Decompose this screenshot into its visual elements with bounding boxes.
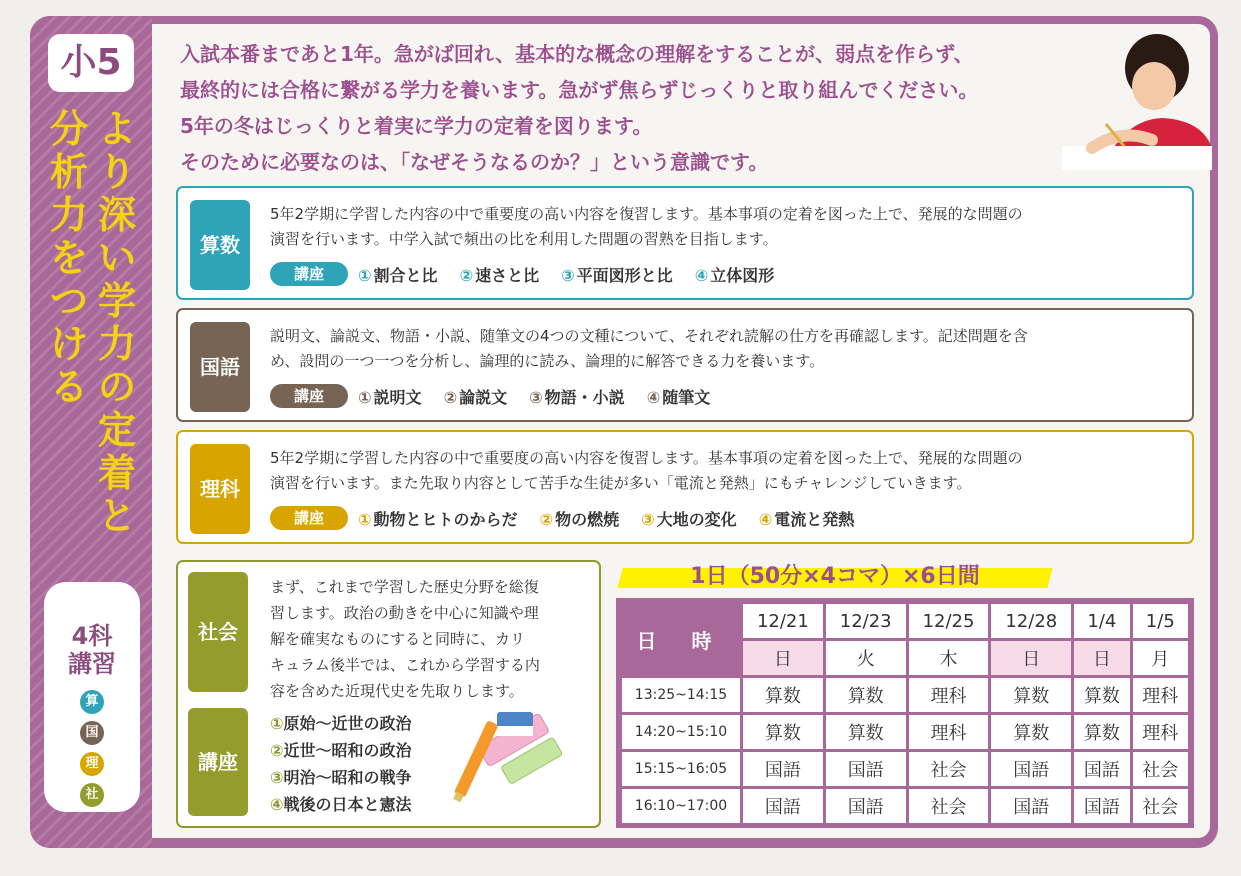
schedule-title (620, 562, 1050, 592)
stationery-illustration (452, 708, 592, 820)
time-cell: 13:25~14:15 (622, 678, 740, 712)
course-item (270, 737, 412, 764)
course-label: 近世～昭和の政治 (283, 741, 412, 760)
course-item (460, 263, 540, 286)
subject-cell: 理科 (909, 678, 989, 712)
course-pill: 講座 (270, 506, 348, 530)
desc-line: 5年2学期に学習した内容の中で重要度の高い内容を復習します。基本事項の定着を図った上で、発展的な問題の (270, 449, 1023, 467)
social-courses (270, 710, 412, 818)
subject-cell: 社会 (1133, 752, 1188, 786)
date-cell: 1/5 (1133, 604, 1188, 638)
intro-line: 最終的には合格に繋がる学力を養います。急がず焦らずじっくりと取り組んでください。 (180, 78, 979, 102)
weekday-cell: 木 (909, 641, 989, 675)
table-row (622, 678, 1188, 712)
time-cell: 15:15~16:05 (622, 752, 740, 786)
subject-cell: 算数 (743, 678, 823, 712)
math-section (176, 186, 1194, 300)
subject-cell: 国語 (743, 752, 823, 786)
course-number: ② (443, 387, 458, 407)
vertical-title-col1: より深い学力の定着と (97, 107, 136, 538)
course-item (270, 764, 412, 791)
japanese-description (270, 324, 1182, 374)
table-row (622, 752, 1188, 786)
course-number: ① (270, 714, 284, 733)
course-item (759, 507, 855, 530)
desc-line: 習します。政治の動きを中心に知識や理 (270, 604, 539, 622)
course-number: ③ (561, 265, 575, 285)
subject-cell: 国語 (1074, 789, 1129, 823)
japanese-tag: 国語 (190, 322, 250, 412)
subject-cell: 社会 (909, 752, 989, 786)
course-number: ② (270, 741, 284, 760)
date-cell: 12/21 (743, 604, 823, 638)
social-courses-tag: 講座 (188, 708, 248, 816)
subject-cell: 算数 (991, 715, 1071, 749)
course-item (641, 507, 737, 530)
desc-line: 容を含めた近現代史を先取りします。 (270, 682, 524, 700)
dot-math: 算 (80, 690, 104, 714)
math-description (270, 202, 1182, 252)
subject-cell: 国語 (991, 789, 1071, 823)
course-label: 速さと比 (475, 265, 540, 285)
desc-line: キュラム後半では、これから学習する内 (270, 656, 540, 674)
course-number: ③ (641, 509, 655, 529)
desc-line: 説明文、論説文、物語・小説、随筆文の4つの文種について、それぞれ読解の仕方を再確認します。記述問題を含 (270, 327, 1028, 345)
desc-line: 5年2学期に学習した内容の中で重要度の高い内容を復習します。基本事項の定着を図った上で、発展的な問題の (270, 205, 1023, 223)
subject-cell: 理科 (1133, 715, 1188, 749)
course-label: 原始～近世の政治 (283, 714, 412, 733)
grade-badge: 小5 (48, 34, 134, 92)
desc-line: 演習を行います。また先取り内容として苦手な生徒が多い「電流と発熱」にもチャレンジしていきます。 (270, 474, 972, 492)
japanese-courses (270, 384, 732, 408)
math-courses (270, 262, 796, 286)
course-number: ① (358, 387, 372, 407)
course-label: 動物とヒトのからだ (373, 509, 518, 529)
course-item (270, 791, 412, 818)
course-label: 物語・小説 (544, 387, 625, 407)
course-item (358, 385, 422, 408)
vertical-title-col2: 分析力をつける (49, 107, 88, 409)
course-item (529, 385, 625, 408)
course-label: 物の燃焼 (555, 509, 620, 529)
course-number: ② (459, 265, 474, 285)
math-tag: 算数 (190, 200, 250, 290)
course-item (444, 385, 508, 408)
course-number: ④ (694, 265, 709, 285)
table-header-datetime: 日 時 (622, 604, 740, 675)
course-label: 平面図形と比 (576, 265, 673, 285)
badge-line2: 講習 (68, 650, 116, 678)
schedule-table (616, 598, 1194, 828)
social-tag: 社会 (188, 572, 248, 692)
time-cell: 16:10~17:00 (622, 789, 740, 823)
course-pill: 講座 (270, 384, 348, 408)
course-label: 説明文 (373, 387, 422, 407)
course-label: 大地の変化 (656, 509, 737, 529)
course-number: ③ (270, 768, 284, 787)
subject-cell: 算数 (743, 715, 823, 749)
dot-science: 理 (80, 752, 104, 776)
course-label: 割合と比 (373, 265, 438, 285)
course-item (561, 263, 673, 286)
sidebar (30, 16, 152, 848)
science-section (176, 430, 1194, 544)
course-number: ① (358, 265, 372, 285)
course-pill: 講座 (270, 262, 348, 286)
subject-cell: 算数 (826, 715, 906, 749)
intro-line: 入試本番まであと1年。急がば回れ、基本的な概念の理解をすることが、弱点を作らず、 (180, 42, 974, 66)
course-item (540, 507, 620, 530)
japanese-section (176, 308, 1194, 422)
weekday-cell: 火 (826, 641, 906, 675)
science-courses (270, 506, 876, 530)
student-photo (1062, 28, 1212, 170)
weekday-cell: 日 (743, 641, 823, 675)
subject-cell: 理科 (1133, 678, 1188, 712)
course-label: 論説文 (459, 387, 508, 407)
desc-line: 演習を行います。中学入試で頻出の比を利用した問題の習熟を目指します。 (270, 230, 778, 248)
course-number: ③ (529, 387, 543, 407)
subject-cell: 理科 (909, 715, 989, 749)
subject-cell: 算数 (1074, 715, 1129, 749)
course-number: ① (358, 509, 372, 529)
weekday-cell: 月 (1133, 641, 1188, 675)
dot-japanese: 国 (80, 721, 104, 745)
course-number: ④ (646, 387, 661, 407)
science-tag: 理科 (190, 444, 250, 534)
science-description (270, 446, 1182, 496)
intro-line: そのために必要なのは、「なぜそうなるのか？」という意識です。 (180, 150, 769, 174)
subject-cell: 社会 (909, 789, 989, 823)
date-cell: 12/23 (826, 604, 906, 638)
date-cell: 12/25 (909, 604, 989, 638)
subject-cell: 国語 (991, 752, 1071, 786)
subject-cell: 国語 (1074, 752, 1129, 786)
time-cell: 14:20~15:10 (622, 715, 740, 749)
date-cell: 12/28 (991, 604, 1071, 638)
subject-cell: 算数 (826, 678, 906, 712)
table-row (622, 789, 1188, 823)
date-cell: 1/4 (1074, 604, 1129, 638)
course-item (358, 263, 438, 286)
course-label: 明治～昭和の戦争 (283, 768, 412, 787)
course-item (695, 263, 775, 286)
course-number: ④ (270, 795, 284, 814)
intro-text (180, 36, 1080, 180)
course-label: 電流と発熱 (774, 509, 855, 529)
subject-cell: 国語 (743, 789, 823, 823)
desc-line: め、設問の一つ一つを分析し、論理的に読み、論理的に解答できる力を養います。 (270, 352, 825, 370)
course-number: ② (539, 509, 554, 529)
subject-cell: 算数 (991, 678, 1071, 712)
badge-line1: 4科 (71, 622, 113, 650)
weekday-cell: 日 (991, 641, 1071, 675)
desc-line: まず、これまで学習した歴史分野を総復 (270, 578, 539, 596)
course-label: 立体図形 (710, 265, 775, 285)
course-item (358, 507, 518, 530)
schedule-title-text: 1日（50分×4コマ）×6日間 (690, 564, 980, 589)
four-subject-badge (44, 582, 140, 812)
course-item (270, 710, 412, 737)
subject-cell: 国語 (826, 752, 906, 786)
weekday-cell: 日 (1074, 641, 1129, 675)
table-row (622, 715, 1188, 749)
intro-line: 5年の冬はじっくりと着実に学力の定着を図ります。 (180, 114, 653, 138)
course-item (647, 385, 711, 408)
desc-line: 解を確実なものにすると同時に、カリ (270, 630, 526, 648)
course-label: 随筆文 (662, 387, 711, 407)
dot-social: 社 (80, 783, 104, 807)
subject-cell: 算数 (1074, 678, 1129, 712)
subject-cell: 国語 (826, 789, 906, 823)
social-description (270, 574, 594, 704)
course-number: ④ (758, 509, 773, 529)
subject-cell: 社会 (1133, 789, 1188, 823)
course-label: 戦後の日本と憲法 (283, 795, 412, 814)
